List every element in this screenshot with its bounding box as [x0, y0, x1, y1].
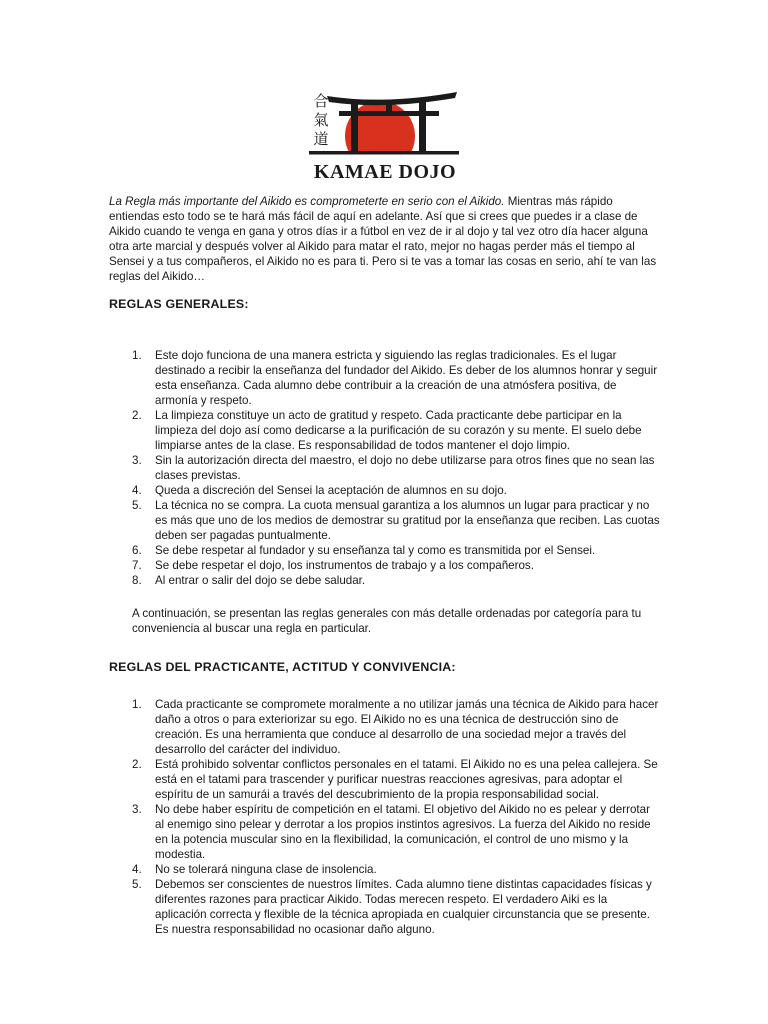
reglas-practicante-list [109, 697, 661, 937]
item-number: 5. [132, 499, 142, 512]
item-number: 1. [132, 698, 142, 711]
heading-reglas-practicante: REGLAS DEL PRACTICANTE, ACTITUD Y CONVIVENCIA: [109, 660, 456, 674]
category-note: A continuación, se presentan las reglas generales con más detalle ordenadas por categoría para tu conveniencia al buscar una regla en particular. [132, 607, 642, 635]
item-number: 3. [132, 803, 142, 816]
list-item [109, 348, 661, 408]
item-number: 2. [132, 758, 142, 771]
list-item [109, 697, 661, 757]
reglas-generales-list [109, 348, 661, 588]
item-text: Al entrar o salir del dojo se debe saludar. [155, 574, 366, 587]
item-number: 3. [132, 454, 142, 467]
item-number: 1. [132, 349, 142, 362]
item-text: Se debe respetar al fundador y su enseñanza tal y como es transmitida por el Sensei. [155, 544, 596, 557]
brand-name: KAMAE DOJO [313, 161, 457, 183]
list-item [109, 757, 661, 802]
list-item [109, 862, 661, 877]
item-number: 7. [132, 559, 142, 572]
list-item [109, 483, 661, 498]
intro-text: Mientras más rápido entiendas esto todo se te hará más fácil de aquí en adelante. Así que si crees que puedes ir a clase de Aikido cuando te venga en gana y otros días ir a fútbol en vez de ir al dojo y tal vez otro día hacer alguna otra arte marcial y después volver al Aikido para matar el rato, mejor no hagas perder más el tiempo al Sensei y a tus compañeros, el Aikido no es para ti. Pero si te vas a tomar las cosas en serio, ahí te van las reglas del Aikido… [109, 195, 657, 283]
list-item [109, 408, 661, 453]
torii-right-pillar [419, 102, 426, 152]
torii-logo-graphic [305, 88, 460, 186]
item-number: 5. [132, 878, 142, 891]
item-number: 4. [132, 484, 142, 497]
list-item [109, 453, 661, 483]
item-number: 2. [132, 409, 142, 422]
list-item [109, 558, 661, 573]
item-text: Queda a discreción del Sensei la aceptación de alumnos en su dojo. [155, 484, 507, 497]
torii-center-post [386, 103, 392, 112]
kamae-dojo-logo [305, 88, 460, 186]
list-item [109, 543, 661, 558]
list-item [109, 802, 661, 862]
kanji-ki: 氣 [313, 111, 329, 129]
document-body [109, 194, 661, 937]
item-text: Sin la autorización directa del maestro, el dojo no debe utilizarse para otros fines que no sean las clases previstas. [155, 454, 655, 482]
list-item [109, 573, 661, 588]
list-item [109, 877, 661, 937]
list-item [109, 498, 661, 543]
item-text: Se debe respetar el dojo, los instrumentos de trabajo y a los compañeros. [155, 559, 534, 572]
item-text: No se tolerará ninguna clase de insolencia. [155, 863, 377, 876]
item-text: Debemos ser conscientes de nuestros límites. Cada alumno tiene distintas capacidades físicas y diferentes razones para practicar Aikido. Todas merecen respeto. El verdadero Aiki es la aplicación correcta y flexible de la técnica apropiada en cualquier circunstancia que se presente. Es nuestra responsabilidad no ocasionar daño alguno. [155, 878, 652, 936]
item-text: La técnica no se compra. La cuota mensual garantiza a los alumnos un lugar para practicar y no es más que uno de los medios de demostrar su gratitud por la enseñanza que reciben. Las cuotas deben ser pagadas puntualmente. [155, 499, 660, 542]
torii-left-pillar [351, 102, 358, 152]
ground-line [309, 151, 459, 155]
item-text: Cada practicante se compromete moralmente a no utilizar jamás una técnica de Aikido para hacer daño a otros o para exteriorizar su ego. El Aikido no es una técnica de destrucción sino de creación. Es una herramienta que conduce al desarrollo de una sociedad mejor a través del desarrollo del carácter del individuo. [155, 698, 659, 756]
heading-reglas-generales: REGLAS GENERALES: [109, 297, 249, 311]
kanji-do: 道 [313, 130, 329, 148]
item-number: 6. [132, 544, 142, 557]
item-text: La limpieza constituye un acto de gratitud y respeto. Cada practicante debe participar en la limpieza del dojo así como dedicarse a la purificación de su corazón y su mente. El suelo debe limpiarse antes de la clase. Es responsabilidad de todos mantener el dojo limpio. [155, 409, 642, 452]
kanji-ai: 合 [313, 92, 329, 110]
intro-paragraph [109, 194, 661, 284]
item-text: No debe haber espíritu de competición en el tatami. El objetivo del Aikido no es pelear y derrotar al enemigo sino pelear y derrotar a los propios instintos agresivos. La fuerza del Aikido no reside en la potencia muscular sino en la flexibilidad, la comunicación, el control de uno mismo y la modestia. [155, 803, 651, 861]
item-number: 4. [132, 863, 142, 876]
item-number: 8. [132, 574, 142, 587]
intro-italic-lead: La Regla más importante del Aikido es comprometerte en serio con el Aikido. [109, 195, 505, 208]
item-text: Está prohibido solventar conflictos personales en el tatami. El Aikido no es una pelea callejera. Se está en el tatami para trascender y purificar nuestras reacciones agresivas, para adoptar el espíritu de un samurái a través del descubrimiento de la propia responsabilidad social. [155, 758, 658, 801]
item-text: Este dojo funciona de una manera estricta y siguiendo las reglas tradicionales. Es el lugar destinado a recibir la enseñanza del fundador del Aikido. Es deber de los alumnos honrar y seguir esta enseñanza. Cada alumno debe contribuir a la creación de una atmósfera positiva, de armonía y respeto. [155, 349, 658, 407]
